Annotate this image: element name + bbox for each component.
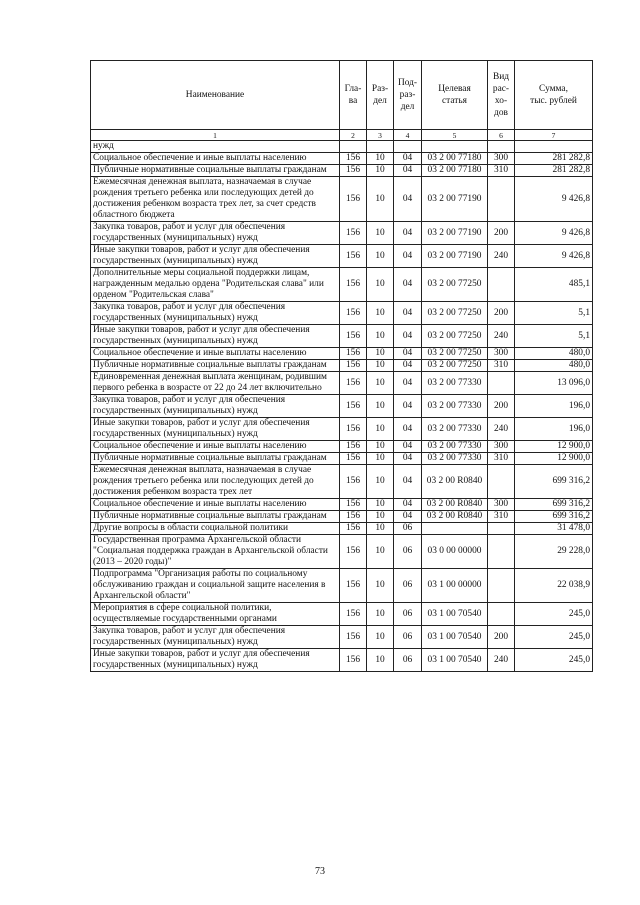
header-podrazdel-text: Под- раз- дел	[397, 78, 418, 112]
row-podrazdel: 04	[394, 177, 422, 222]
row-name: Закупка товаров, работ и услуг для обеспечения государственных (муниципальных) нужд	[91, 222, 340, 245]
row-expense-type: 200	[488, 302, 515, 325]
table-row	[91, 453, 593, 465]
row-sum: 281 282,8	[515, 153, 593, 165]
row-podrazdel: 04	[394, 348, 422, 360]
row-expense-type	[488, 141, 515, 153]
table-row	[91, 649, 593, 672]
row-podrazdel: 06	[394, 569, 422, 603]
table-row	[91, 372, 593, 395]
row-expense-type: 300	[488, 441, 515, 453]
row-name: Закупка товаров, работ и услуг для обеспечения государственных (муниципальных) нужд	[91, 302, 340, 325]
table-row	[91, 626, 593, 649]
row-podrazdel: 06	[394, 626, 422, 649]
row-name: Подпрограмма "Организация работы по социальному обслуживанию граждан и социальной защите населения в Архангельской области"	[91, 569, 340, 603]
row-target-article: 03 2 00 77250	[422, 268, 488, 302]
row-expense-type: 310	[488, 453, 515, 465]
row-target-article: 03 2 00 77190	[422, 177, 488, 222]
row-name: Государственная программа Архангельской области "Социальная поддержка граждан в Архангельской области (2013 – 2020 годы)"	[91, 535, 340, 569]
row-podrazdel	[394, 141, 422, 153]
table-row	[91, 569, 593, 603]
row-sum: 9 426,8	[515, 245, 593, 268]
row-name: Публичные нормативные социальные выплаты гражданам	[91, 453, 340, 465]
row-glava: 156	[340, 268, 367, 302]
row-target-article: 03 1 00 70540	[422, 649, 488, 672]
row-sum: 13 096,0	[515, 372, 593, 395]
row-target-article: 03 2 00 77330	[422, 453, 488, 465]
row-name: Иные закупки товаров, работ и услуг для обеспечения государственных (муниципальных) нужд	[91, 418, 340, 441]
row-glava: 156	[340, 511, 367, 523]
row-target-article: 03 2 00 77180	[422, 165, 488, 177]
row-target-article: 03 1 00 70540	[422, 603, 488, 626]
header-razdel-text: Раз- дел	[371, 84, 389, 106]
table-row	[91, 395, 593, 418]
row-name: Закупка товаров, работ и услуг для обеспечения государственных (муниципальных) нужд	[91, 626, 340, 649]
row-podrazdel: 06	[394, 535, 422, 569]
table-row	[91, 165, 593, 177]
row-glava: 156	[340, 535, 367, 569]
row-razdel: 10	[367, 165, 394, 177]
row-name: Дополнительные меры социальной поддержки лицам, награжденным медалью ордена "Родительская слава" или орденом "Родительская слава"	[91, 268, 340, 302]
row-expense-type	[488, 535, 515, 569]
row-glava: 156	[340, 603, 367, 626]
row-glava	[340, 141, 367, 153]
row-expense-type	[488, 465, 515, 499]
column-number: 4	[394, 130, 422, 141]
row-podrazdel: 06	[394, 649, 422, 672]
row-sum: 29 228,0	[515, 535, 593, 569]
row-name: Другие вопросы в области социальной политики	[91, 523, 340, 535]
row-target-article: 03 2 00 R0840	[422, 465, 488, 499]
row-sum: 5,1	[515, 325, 593, 348]
row-expense-type	[488, 268, 515, 302]
table-row	[91, 302, 593, 325]
row-target-article: 03 2 00 R0840	[422, 499, 488, 511]
row-target-article: 03 2 00 77180	[422, 153, 488, 165]
table-row	[91, 603, 593, 626]
header-vid-text: Вид рас- хо- дов	[492, 72, 510, 118]
row-expense-type: 300	[488, 153, 515, 165]
row-sum: 485,1	[515, 268, 593, 302]
table-row	[91, 141, 593, 153]
row-expense-type: 300	[488, 499, 515, 511]
table-row	[91, 465, 593, 499]
row-expense-type: 240	[488, 649, 515, 672]
row-sum: 196,0	[515, 395, 593, 418]
row-name: Ежемесячная денежная выплата, назначаемая в случае рождения третьего ребенка или последующих детей до достижения ребенком возраста трех лет, за счет средств областного бюджета	[91, 177, 340, 222]
row-razdel: 10	[367, 649, 394, 672]
header-name-text: Наименование	[185, 90, 245, 100]
row-sum: 9 426,8	[515, 177, 593, 222]
row-target-article: 03 2 00 77330	[422, 395, 488, 418]
row-expense-type	[488, 177, 515, 222]
header-row	[91, 61, 593, 130]
row-glava: 156	[340, 465, 367, 499]
row-sum: 480,0	[515, 348, 593, 360]
row-razdel: 10	[367, 603, 394, 626]
column-number: 2	[340, 130, 367, 141]
row-target-article	[422, 523, 488, 535]
header-razdel	[367, 61, 394, 130]
row-razdel: 10	[367, 499, 394, 511]
row-razdel: 10	[367, 153, 394, 165]
page-number: 73	[315, 866, 325, 877]
row-glava: 156	[340, 569, 367, 603]
row-glava: 156	[340, 302, 367, 325]
row-target-article: 03 2 00 77190	[422, 245, 488, 268]
row-target-article: 03 2 00 77250	[422, 325, 488, 348]
row-target-article: 03 2 00 77330	[422, 372, 488, 395]
row-target-article: 03 2 00 R0840	[422, 511, 488, 523]
row-sum: 281 282,8	[515, 165, 593, 177]
row-razdel: 10	[367, 302, 394, 325]
header-sum	[515, 61, 593, 130]
row-sum: 245,0	[515, 649, 593, 672]
row-podrazdel: 04	[394, 418, 422, 441]
row-name: Социальное обеспечение и иные выплаты населению	[91, 153, 340, 165]
row-expense-type	[488, 603, 515, 626]
row-glava: 156	[340, 453, 367, 465]
row-target-article: 03 2 00 77330	[422, 441, 488, 453]
row-glava: 156	[340, 153, 367, 165]
row-razdel: 10	[367, 569, 394, 603]
row-sum	[515, 141, 593, 153]
row-expense-type: 240	[488, 418, 515, 441]
table-row	[91, 177, 593, 222]
row-razdel: 10	[367, 222, 394, 245]
row-glava: 156	[340, 177, 367, 222]
budget-table	[90, 60, 593, 672]
row-razdel: 10	[367, 268, 394, 302]
row-name: Социальное обеспечение и иные выплаты населению	[91, 348, 340, 360]
table-row	[91, 418, 593, 441]
row-name: Ежемесячная денежная выплата, назначаемая в случае рождения третьего ребенка или последующих детей до достижения ребенком возраста трех лет	[91, 465, 340, 499]
row-razdel: 10	[367, 535, 394, 569]
column-number: 6	[488, 130, 515, 141]
row-sum: 5,1	[515, 302, 593, 325]
row-expense-type: 310	[488, 511, 515, 523]
row-glava: 156	[340, 395, 367, 418]
row-glava: 156	[340, 441, 367, 453]
row-target-article: 03 0 00 00000	[422, 535, 488, 569]
row-sum: 12 900,0	[515, 441, 593, 453]
row-target-article: 03 2 00 77250	[422, 302, 488, 325]
row-podrazdel: 04	[394, 453, 422, 465]
row-name: Иные закупки товаров, работ и услуг для обеспечения государственных (муниципальных) нужд	[91, 325, 340, 348]
row-name: нужд	[91, 141, 340, 153]
row-sum: 22 038,9	[515, 569, 593, 603]
row-sum: 9 426,8	[515, 222, 593, 245]
table-row	[91, 268, 593, 302]
header-target-text: Целевая статья	[438, 84, 471, 106]
table-row	[91, 535, 593, 569]
row-glava: 156	[340, 372, 367, 395]
row-podrazdel: 04	[394, 302, 422, 325]
row-podrazdel: 04	[394, 245, 422, 268]
row-podrazdel: 04	[394, 499, 422, 511]
row-target-article: 03 2 00 77250	[422, 348, 488, 360]
row-name: Закупка товаров, работ и услуг для обеспечения государственных (муниципальных) нужд	[91, 395, 340, 418]
header-target	[422, 61, 488, 130]
row-razdel: 10	[367, 453, 394, 465]
row-glava: 156	[340, 165, 367, 177]
row-expense-type: 300	[488, 348, 515, 360]
row-name: Мероприятия в сфере социальной политики, осуществляемые государственными органами	[91, 603, 340, 626]
table-row	[91, 523, 593, 535]
header-vid	[488, 61, 515, 130]
row-target-article: 03 2 00 77330	[422, 418, 488, 441]
header-sum-text: Сумма, тыс. рублей	[530, 84, 577, 106]
row-expense-type	[488, 569, 515, 603]
table-row	[91, 245, 593, 268]
row-podrazdel: 04	[394, 165, 422, 177]
table-body	[91, 130, 593, 672]
row-podrazdel: 06	[394, 523, 422, 535]
table-row	[91, 511, 593, 523]
row-sum: 31 478,0	[515, 523, 593, 535]
row-expense-type	[488, 523, 515, 535]
header-name	[91, 61, 340, 130]
row-podrazdel: 04	[394, 511, 422, 523]
header-glava	[340, 61, 367, 130]
row-podrazdel: 04	[394, 268, 422, 302]
row-target-article: 03 1 00 70540	[422, 626, 488, 649]
row-expense-type: 310	[488, 165, 515, 177]
column-number: 3	[367, 130, 394, 141]
row-razdel: 10	[367, 395, 394, 418]
row-target-article: 03 2 00 77250	[422, 360, 488, 372]
row-name: Публичные нормативные социальные выплаты гражданам	[91, 511, 340, 523]
row-name: Социальное обеспечение и иные выплаты населению	[91, 499, 340, 511]
row-razdel: 10	[367, 177, 394, 222]
row-glava: 156	[340, 222, 367, 245]
row-sum: 245,0	[515, 603, 593, 626]
table-row	[91, 441, 593, 453]
row-razdel	[367, 141, 394, 153]
row-name: Единовременная денежная выплата женщинам, родившим первого ребенка в возрасте от 22 до 24 лет включительно	[91, 372, 340, 395]
row-razdel: 10	[367, 418, 394, 441]
row-name: Публичные нормативные социальные выплаты гражданам	[91, 165, 340, 177]
row-podrazdel: 04	[394, 222, 422, 245]
row-glava: 156	[340, 418, 367, 441]
row-expense-type: 240	[488, 325, 515, 348]
row-glava: 156	[340, 360, 367, 372]
row-razdel: 10	[367, 372, 394, 395]
row-sum: 699 316,2	[515, 499, 593, 511]
row-target-article: 03 1 00 00000	[422, 569, 488, 603]
row-podrazdel: 04	[394, 372, 422, 395]
row-razdel: 10	[367, 511, 394, 523]
row-name: Иные закупки товаров, работ и услуг для обеспечения государственных (муниципальных) нужд	[91, 649, 340, 672]
row-glava: 156	[340, 245, 367, 268]
row-glava: 156	[340, 499, 367, 511]
row-razdel: 10	[367, 523, 394, 535]
row-razdel: 10	[367, 245, 394, 268]
row-glava: 156	[340, 649, 367, 672]
column-number: 1	[91, 130, 340, 141]
table-row	[91, 153, 593, 165]
row-expense-type: 200	[488, 626, 515, 649]
row-expense-type: 200	[488, 222, 515, 245]
row-razdel: 10	[367, 465, 394, 499]
column-number: 5	[422, 130, 488, 141]
row-razdel: 10	[367, 626, 394, 649]
row-glava: 156	[340, 523, 367, 535]
header-podrazdel	[394, 61, 422, 130]
row-razdel: 10	[367, 441, 394, 453]
row-razdel: 10	[367, 348, 394, 360]
row-expense-type: 240	[488, 245, 515, 268]
row-expense-type: 200	[488, 395, 515, 418]
row-podrazdel: 06	[394, 603, 422, 626]
row-expense-type: 310	[488, 360, 515, 372]
row-podrazdel: 04	[394, 465, 422, 499]
row-target-article: 03 2 00 77190	[422, 222, 488, 245]
row-podrazdel: 04	[394, 153, 422, 165]
row-expense-type	[488, 372, 515, 395]
table-row	[91, 325, 593, 348]
header-glava-text: Гла- ва	[344, 84, 362, 106]
row-podrazdel: 04	[394, 395, 422, 418]
table-row	[91, 360, 593, 372]
row-glava: 156	[340, 626, 367, 649]
column-number: 7	[515, 130, 593, 141]
table-row	[91, 222, 593, 245]
column-number-row	[91, 130, 593, 141]
row-razdel: 10	[367, 325, 394, 348]
row-glava: 156	[340, 325, 367, 348]
row-glava: 156	[340, 348, 367, 360]
row-sum: 699 316,2	[515, 465, 593, 499]
table-row	[91, 348, 593, 360]
row-sum: 12 900,0	[515, 453, 593, 465]
row-sum: 245,0	[515, 626, 593, 649]
row-sum: 196,0	[515, 418, 593, 441]
row-podrazdel: 04	[394, 325, 422, 348]
table-row	[91, 499, 593, 511]
row-name: Иные закупки товаров, работ и услуг для обеспечения государственных (муниципальных) нужд	[91, 245, 340, 268]
row-sum: 699 316,2	[515, 511, 593, 523]
row-razdel: 10	[367, 360, 394, 372]
row-podrazdel: 04	[394, 360, 422, 372]
row-sum: 480,0	[515, 360, 593, 372]
row-name: Публичные нормативные социальные выплаты гражданам	[91, 360, 340, 372]
row-target-article	[422, 141, 488, 153]
row-name: Социальное обеспечение и иные выплаты населению	[91, 441, 340, 453]
row-podrazdel: 04	[394, 441, 422, 453]
